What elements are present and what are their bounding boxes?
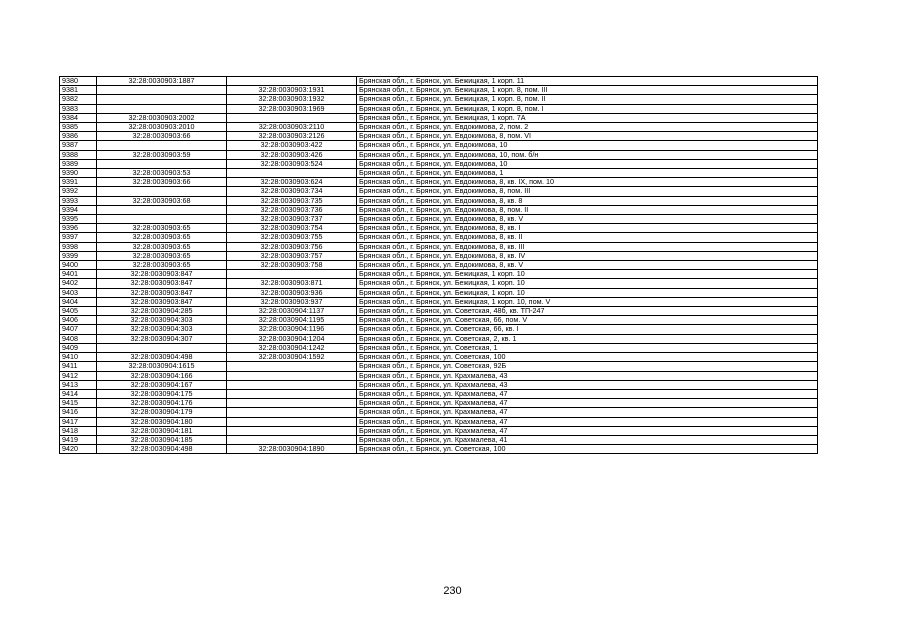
- address-cell: Брянская обл., г. Брянск, ул. Евдокимова, 10, пом. б/н: [357, 150, 818, 159]
- address-cell: Брянская обл., г. Брянск, ул. Крахмалева, 47: [357, 399, 818, 408]
- address-cell: Брянская обл., г. Брянск, ул. Советская, 92Б: [357, 362, 818, 371]
- parcel-number-cell: 32:28:0030904:307: [97, 334, 227, 343]
- row-number-cell: 9394: [60, 205, 97, 214]
- table-row: [60, 426, 818, 435]
- object-number-cell: 32:28:0030903:734: [227, 187, 357, 196]
- object-number-cell: 32:28:0030903:524: [227, 159, 357, 168]
- address-cell: Брянская обл., г. Брянск, ул. Бежицкая, 1 корп. 10: [357, 270, 818, 279]
- row-number-cell: 9386: [60, 132, 97, 141]
- table-row: [60, 113, 818, 122]
- object-number-cell: 32:28:0030904:1196: [227, 325, 357, 334]
- address-cell: Брянская обл., г. Брянск, ул. Евдокимова, 10: [357, 159, 818, 168]
- parcel-number-cell: 32:28:0030903:2010: [97, 123, 227, 132]
- parcel-number-cell: 32:28:0030904:181: [97, 426, 227, 435]
- parcel-number-cell: 32:28:0030903:2002: [97, 113, 227, 122]
- registry-table-body: [60, 77, 818, 454]
- registry-table: [59, 76, 818, 454]
- parcel-number-cell: [97, 215, 227, 224]
- parcel-number-cell: 32:28:0030904:185: [97, 435, 227, 444]
- object-number-cell: 32:28:0030903:754: [227, 224, 357, 233]
- object-number-cell: [227, 362, 357, 371]
- row-number-cell: 9400: [60, 261, 97, 270]
- object-number-cell: [227, 417, 357, 426]
- parcel-number-cell: 32:28:0030903:65: [97, 251, 227, 260]
- row-number-cell: 9409: [60, 343, 97, 352]
- address-cell: Брянская обл., г. Брянск, ул. Евдокимова, 8, пом. VI: [357, 132, 818, 141]
- parcel-number-cell: [97, 141, 227, 150]
- table-row: [60, 233, 818, 242]
- address-cell: Брянская обл., г. Брянск, ул. Крахмалева, 47: [357, 417, 818, 426]
- parcel-number-cell: 32:28:0030904:498: [97, 445, 227, 454]
- object-number-cell: [227, 113, 357, 122]
- parcel-number-cell: [97, 95, 227, 104]
- row-number-cell: 9383: [60, 104, 97, 113]
- page-number: 230: [443, 585, 462, 597]
- table-row: [60, 353, 818, 362]
- object-number-cell: 32:28:0030903:1932: [227, 95, 357, 104]
- row-number-cell: 9417: [60, 417, 97, 426]
- address-cell: Брянская обл., г. Брянск, ул. Евдокимова, 1: [357, 169, 818, 178]
- object-number-cell: 32:28:0030903:624: [227, 178, 357, 187]
- row-number-cell: 9414: [60, 389, 97, 398]
- object-number-cell: 32:28:0030903:737: [227, 215, 357, 224]
- table-row: [60, 141, 818, 150]
- table-row: [60, 334, 818, 343]
- table-row: [60, 104, 818, 113]
- parcel-number-cell: [97, 187, 227, 196]
- object-number-cell: 32:28:0030904:1195: [227, 316, 357, 325]
- parcel-number-cell: 32:28:0030904:176: [97, 399, 227, 408]
- row-number-cell: 9391: [60, 178, 97, 187]
- table-row: [60, 362, 818, 371]
- parcel-number-cell: 32:28:0030904:1615: [97, 362, 227, 371]
- object-number-cell: 32:28:0030903:871: [227, 279, 357, 288]
- address-cell: Брянская обл., г. Брянск, ул. Бежицкая, 1 корп. 8, пом. III: [357, 86, 818, 95]
- row-number-cell: 9404: [60, 297, 97, 306]
- table-row: [60, 86, 818, 95]
- parcel-number-cell: 32:28:0030904:180: [97, 417, 227, 426]
- row-number-cell: 9390: [60, 169, 97, 178]
- object-number-cell: 32:28:0030903:735: [227, 196, 357, 205]
- row-number-cell: 9382: [60, 95, 97, 104]
- object-number-cell: [227, 169, 357, 178]
- row-number-cell: 9407: [60, 325, 97, 334]
- row-number-cell: 9396: [60, 224, 97, 233]
- parcel-number-cell: 32:28:0030903:65: [97, 224, 227, 233]
- address-cell: Брянская обл., г. Брянск, ул. Евдокимова, 8, кв. II: [357, 233, 818, 242]
- table-row: [60, 389, 818, 398]
- object-number-cell: 32:28:0030903:422: [227, 141, 357, 150]
- row-number-cell: 9385: [60, 123, 97, 132]
- row-number-cell: 9387: [60, 141, 97, 150]
- address-cell: Брянская обл., г. Брянск, ул. Крахмалева, 47: [357, 389, 818, 398]
- parcel-number-cell: 32:28:0030904:166: [97, 371, 227, 380]
- object-number-cell: 32:28:0030903:1931: [227, 86, 357, 95]
- row-number-cell: 9384: [60, 113, 97, 122]
- table-row: [60, 150, 818, 159]
- table-row: [60, 371, 818, 380]
- parcel-number-cell: 32:28:0030904:179: [97, 408, 227, 417]
- parcel-number-cell: [97, 159, 227, 168]
- parcel-number-cell: [97, 86, 227, 95]
- table-row: [60, 242, 818, 251]
- parcel-number-cell: 32:28:0030903:68: [97, 196, 227, 205]
- table-row: [60, 380, 818, 389]
- row-number-cell: 9419: [60, 435, 97, 444]
- table-row: [60, 95, 818, 104]
- row-number-cell: 9420: [60, 445, 97, 454]
- object-number-cell: [227, 380, 357, 389]
- parcel-number-cell: 32:28:0030904:285: [97, 307, 227, 316]
- table-row: [60, 215, 818, 224]
- address-cell: Брянская обл., г. Брянск, ул. Советская, 100: [357, 353, 818, 362]
- row-number-cell: 9398: [60, 242, 97, 251]
- table-row: [60, 316, 818, 325]
- row-number-cell: 9399: [60, 251, 97, 260]
- object-number-cell: 32:28:0030904:1890: [227, 445, 357, 454]
- table-row: [60, 325, 818, 334]
- table-row: [60, 196, 818, 205]
- address-cell: Брянская обл., г. Брянск, ул. Советская, 66, пом. V: [357, 316, 818, 325]
- table-row: [60, 270, 818, 279]
- address-cell: Брянская обл., г. Брянск, ул. Крахмалева, 43: [357, 371, 818, 380]
- object-number-cell: [227, 389, 357, 398]
- object-number-cell: [227, 77, 357, 86]
- parcel-number-cell: 32:28:0030903:59: [97, 150, 227, 159]
- address-cell: Брянская обл., г. Брянск, ул. Бежицкая, 1 корп. 7А: [357, 113, 818, 122]
- address-cell: Брянская обл., г. Брянск, ул. Бежицкая, 1 корп. 10: [357, 288, 818, 297]
- table-row: [60, 417, 818, 426]
- address-cell: Брянская обл., г. Брянск, ул. Советская, 66, кв. I: [357, 325, 818, 334]
- row-number-cell: 9408: [60, 334, 97, 343]
- object-number-cell: 32:28:0030903:1969: [227, 104, 357, 113]
- parcel-number-cell: 32:28:0030904:175: [97, 389, 227, 398]
- table-row: [60, 205, 818, 214]
- row-number-cell: 9380: [60, 77, 97, 86]
- address-cell: Брянская обл., г. Брянск, ул. Евдокимова, 8, кв. IX, пом. 10: [357, 178, 818, 187]
- parcel-number-cell: 32:28:0030903:847: [97, 288, 227, 297]
- object-number-cell: [227, 408, 357, 417]
- table-row: [60, 123, 818, 132]
- parcel-number-cell: 32:28:0030903:847: [97, 270, 227, 279]
- address-cell: Брянская обл., г. Брянск, ул. Крахмалева, 43: [357, 380, 818, 389]
- address-cell: Брянская обл., г. Брянск, ул. Евдокимова, 10: [357, 141, 818, 150]
- parcel-number-cell: 32:28:0030903:65: [97, 261, 227, 270]
- parcel-number-cell: [97, 205, 227, 214]
- object-number-cell: 32:28:0030904:1137: [227, 307, 357, 316]
- object-number-cell: 32:28:0030903:755: [227, 233, 357, 242]
- address-cell: Брянская обл., г. Брянск, ул. Крахмалева, 41: [357, 435, 818, 444]
- table-row: [60, 251, 818, 260]
- object-number-cell: 32:28:0030903:2110: [227, 123, 357, 132]
- row-number-cell: 9413: [60, 380, 97, 389]
- row-number-cell: 9402: [60, 279, 97, 288]
- row-number-cell: 9392: [60, 187, 97, 196]
- row-number-cell: 9416: [60, 408, 97, 417]
- address-cell: Брянская обл., г. Брянск, ул. Советская, 48б, кв. ТП-247: [357, 307, 818, 316]
- address-cell: Брянская обл., г. Брянск, ул. Бежицкая, 1 корп. 10, пом. V: [357, 297, 818, 306]
- parcel-number-cell: 32:28:0030903:66: [97, 132, 227, 141]
- row-number-cell: 9412: [60, 371, 97, 380]
- parcel-number-cell: 32:28:0030903:66: [97, 178, 227, 187]
- row-number-cell: 9415: [60, 399, 97, 408]
- address-cell: Брянская обл., г. Брянск, ул. Крахмалева, 47: [357, 408, 818, 417]
- row-number-cell: 9418: [60, 426, 97, 435]
- parcel-number-cell: 32:28:0030904:167: [97, 380, 227, 389]
- object-number-cell: 32:28:0030903:756: [227, 242, 357, 251]
- table-row: [60, 187, 818, 196]
- row-number-cell: 9406: [60, 316, 97, 325]
- parcel-number-cell: 32:28:0030903:1887: [97, 77, 227, 86]
- parcel-number-cell: [97, 104, 227, 113]
- row-number-cell: 9388: [60, 150, 97, 159]
- table-row: [60, 178, 818, 187]
- address-cell: Брянская обл., г. Брянск, ул. Бежицкая, 1 корп. 8, пом. II: [357, 95, 818, 104]
- address-cell: Брянская обл., г. Брянск, ул. Евдокимова, 8, кв. I: [357, 224, 818, 233]
- row-number-cell: 9397: [60, 233, 97, 242]
- parcel-number-cell: 32:28:0030903:847: [97, 279, 227, 288]
- address-cell: Брянская обл., г. Брянск, ул. Евдокимова, 8, кв. III: [357, 242, 818, 251]
- address-cell: Брянская обл., г. Брянск, ул. Евдокимова, 8, пом. II: [357, 205, 818, 214]
- address-cell: Брянская обл., г. Брянск, ул. Евдокимова, 8, пом. III: [357, 187, 818, 196]
- table-row: [60, 408, 818, 417]
- parcel-number-cell: 32:28:0030903:65: [97, 233, 227, 242]
- address-cell: Брянская обл., г. Брянск, ул. Советская, 2, кв. 1: [357, 334, 818, 343]
- object-number-cell: [227, 270, 357, 279]
- object-number-cell: 32:28:0030903:426: [227, 150, 357, 159]
- table-row: [60, 159, 818, 168]
- table-row: [60, 343, 818, 352]
- object-number-cell: 32:28:0030904:1242: [227, 343, 357, 352]
- table-row: [60, 224, 818, 233]
- address-cell: Брянская обл., г. Брянск, ул. Крахмалева, 47: [357, 426, 818, 435]
- row-number-cell: 9393: [60, 196, 97, 205]
- address-cell: Брянская обл., г. Брянск, ул. Евдокимова, 2, пом. 2: [357, 123, 818, 132]
- parcel-number-cell: 32:28:0030903:65: [97, 242, 227, 251]
- object-number-cell: [227, 399, 357, 408]
- object-number-cell: 32:28:0030903:937: [227, 297, 357, 306]
- address-cell: Брянская обл., г. Брянск, ул. Советская, 100: [357, 445, 818, 454]
- address-cell: Брянская обл., г. Брянск, ул. Евдокимова, 8, кв. 8: [357, 196, 818, 205]
- table-row: [60, 307, 818, 316]
- object-number-cell: 32:28:0030903:758: [227, 261, 357, 270]
- object-number-cell: [227, 435, 357, 444]
- table-row: [60, 169, 818, 178]
- parcel-number-cell: 32:28:0030903:53: [97, 169, 227, 178]
- parcel-number-cell: 32:28:0030904:303: [97, 316, 227, 325]
- object-number-cell: [227, 371, 357, 380]
- object-number-cell: [227, 426, 357, 435]
- row-number-cell: 9403: [60, 288, 97, 297]
- table-row: [60, 445, 818, 454]
- row-number-cell: 9411: [60, 362, 97, 371]
- address-cell: Брянская обл., г. Брянск, ул. Евдокимова, 8, кв. V: [357, 215, 818, 224]
- table-row: [60, 297, 818, 306]
- table-row: [60, 435, 818, 444]
- object-number-cell: 32:28:0030904:1204: [227, 334, 357, 343]
- address-cell: Брянская обл., г. Брянск, ул. Евдокимова, 8, кв. V: [357, 261, 818, 270]
- object-number-cell: 32:28:0030903:936: [227, 288, 357, 297]
- row-number-cell: 9381: [60, 86, 97, 95]
- table-row: [60, 288, 818, 297]
- object-number-cell: 32:28:0030903:736: [227, 205, 357, 214]
- table-row: [60, 279, 818, 288]
- parcel-number-cell: [97, 343, 227, 352]
- address-cell: Брянская обл., г. Брянск, ул. Бежицкая, 1 корп. 10: [357, 279, 818, 288]
- address-cell: Брянская обл., г. Брянск, ул. Евдокимова, 8, кв. IV: [357, 251, 818, 260]
- object-number-cell: 32:28:0030904:1592: [227, 353, 357, 362]
- address-cell: Брянская обл., г. Брянск, ул. Советская, 1: [357, 343, 818, 352]
- table-row: [60, 132, 818, 141]
- parcel-number-cell: 32:28:0030903:847: [97, 297, 227, 306]
- table-row: [60, 77, 818, 86]
- row-number-cell: 9405: [60, 307, 97, 316]
- table-row: [60, 399, 818, 408]
- row-number-cell: 9395: [60, 215, 97, 224]
- object-number-cell: 32:28:0030903:757: [227, 251, 357, 260]
- address-cell: Брянская обл., г. Брянск, ул. Бежицкая, 1 корп. 11: [357, 77, 818, 86]
- address-cell: Брянская обл., г. Брянск, ул. Бежицкая, 1 корп. 8, пом. I: [357, 104, 818, 113]
- parcel-number-cell: 32:28:0030904:303: [97, 325, 227, 334]
- parcel-number-cell: 32:28:0030904:498: [97, 353, 227, 362]
- row-number-cell: 9410: [60, 353, 97, 362]
- object-number-cell: 32:28:0030903:2126: [227, 132, 357, 141]
- row-number-cell: 9401: [60, 270, 97, 279]
- row-number-cell: 9389: [60, 159, 97, 168]
- table-row: [60, 261, 818, 270]
